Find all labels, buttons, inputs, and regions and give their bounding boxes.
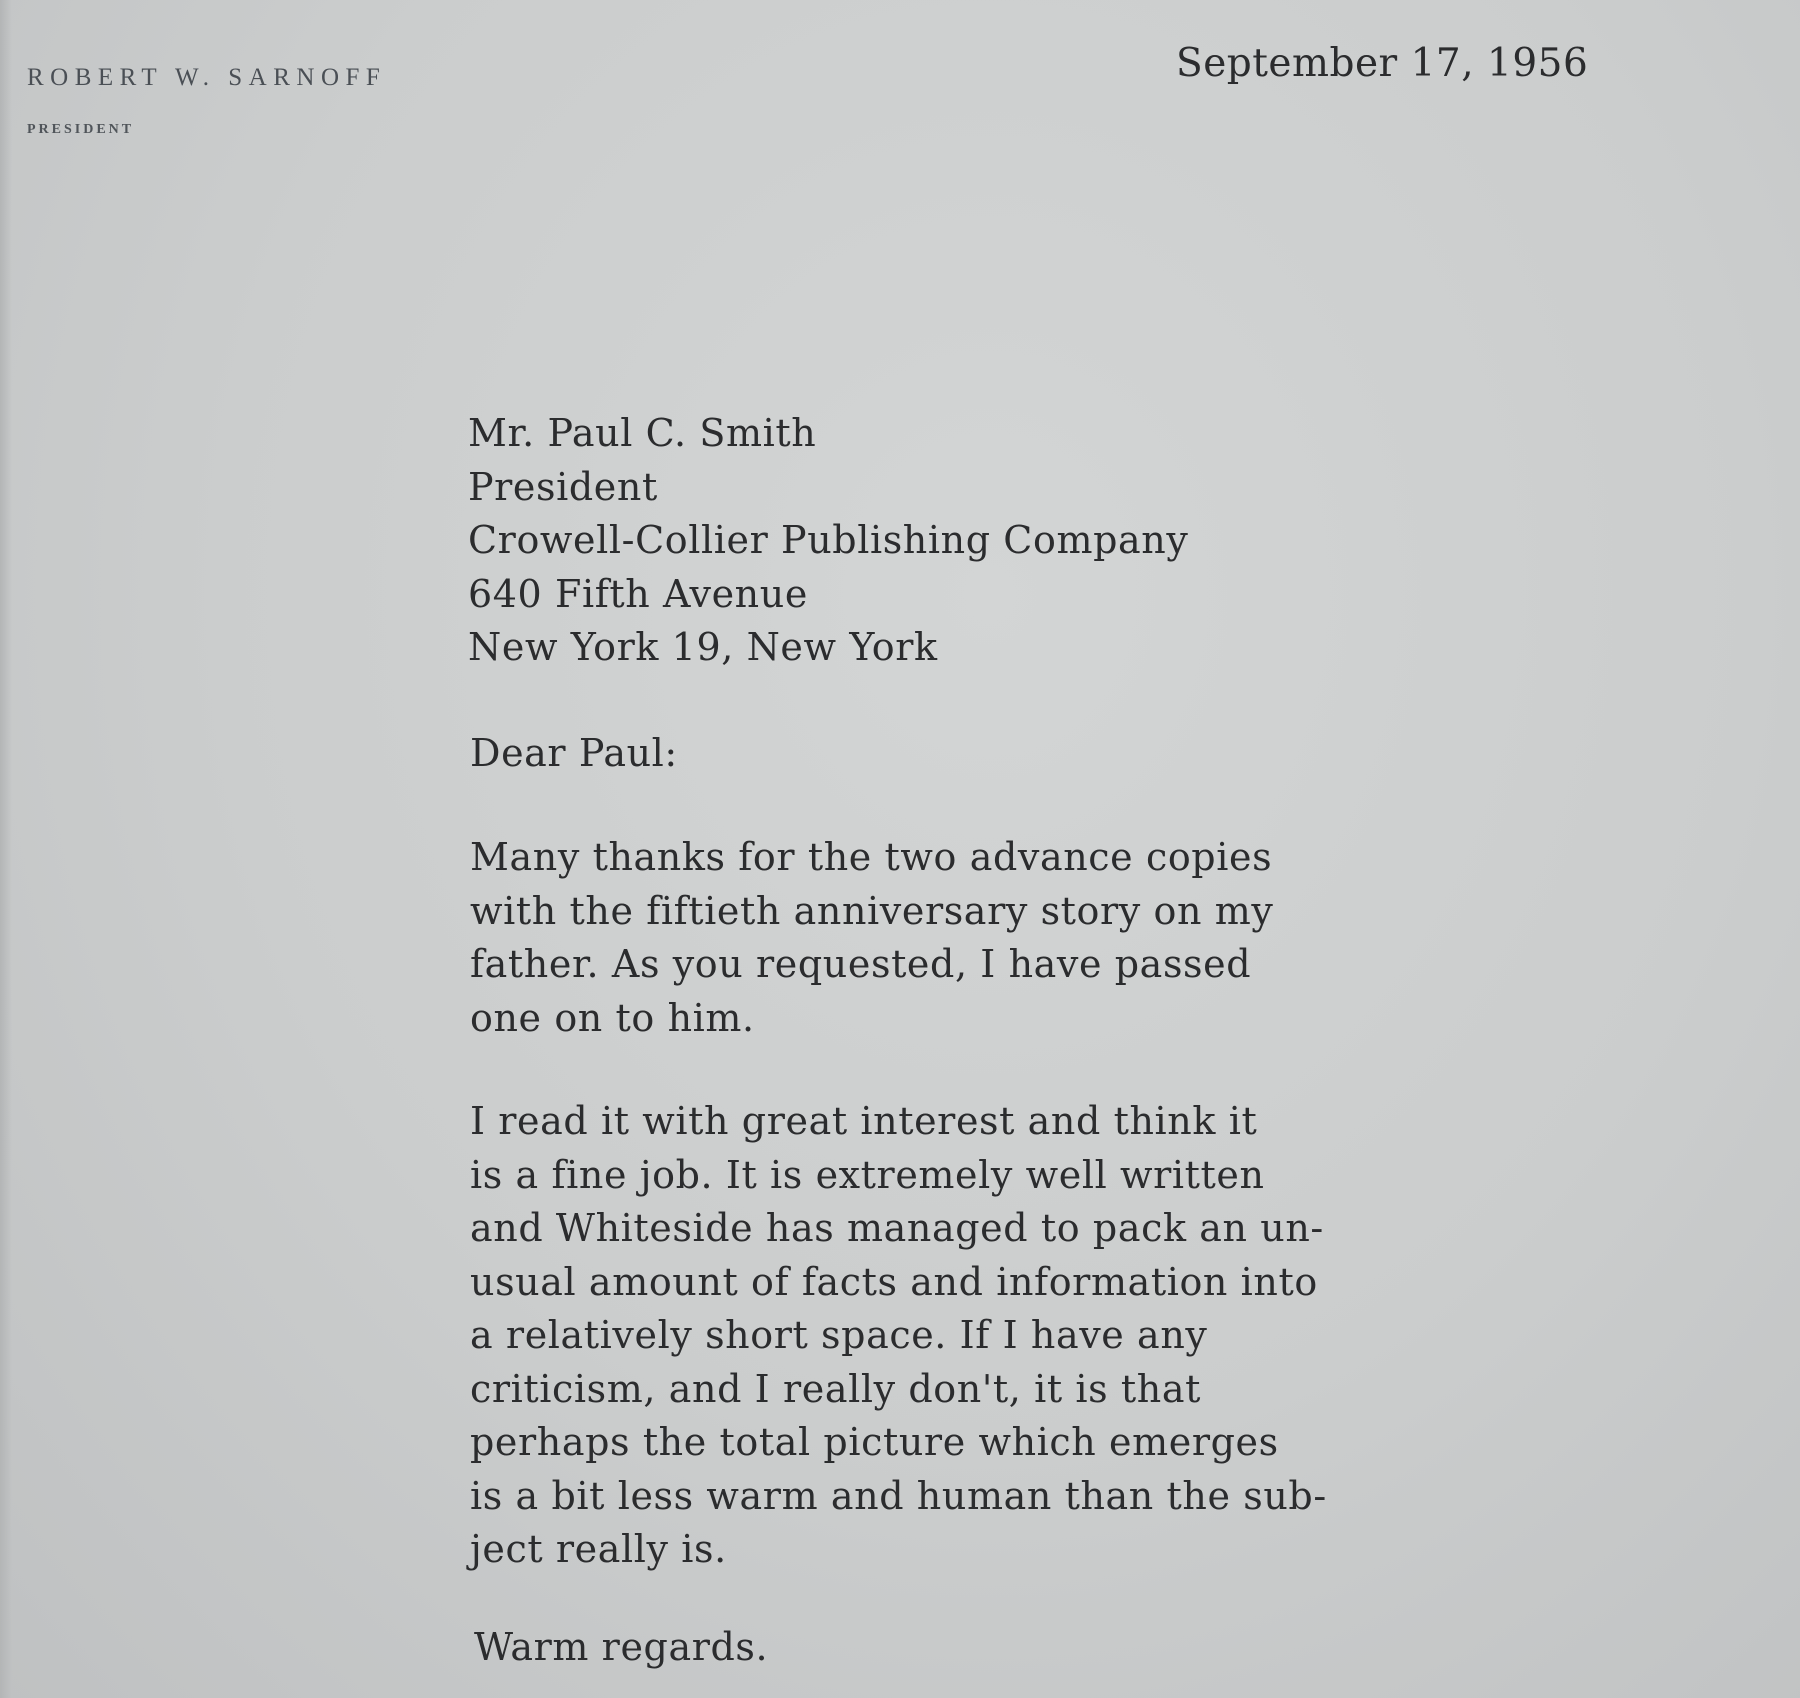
body-line: with the fiftieth anniversary story on my [470,888,1274,933]
recipient-city: New York 19, New York [468,625,938,669]
recipient-title: President [468,464,658,509]
body-line: one on to him. [470,995,755,1040]
body-line: a relatively short space. If I have any [470,1313,1208,1357]
body-line: criticism, and I really don't, it is that [470,1366,1201,1411]
body-line: ject really is. [470,1527,727,1571]
recipient-street: 640 Fifth Avenue [468,571,808,616]
recipient-name: Mr. Paul C. Smith [468,411,817,455]
letterhead-title: PRESIDENT [27,122,135,137]
letter-date: September 17, 1956 [1176,41,1589,86]
body-line: usual amount of facts and information into [470,1259,1318,1304]
recipient-address [468,407,1188,675]
body-paragraph-2 [470,1095,1327,1577]
body-line: is a fine job. It is extremely well written [470,1152,1265,1197]
body-line: Many thanks for the two advance copies [470,835,1273,879]
body-line: I read it with great interest and think it [470,1099,1258,1143]
recipient-company: Crowell-Collier Publishing Company [468,518,1189,562]
salutation: Dear Paul: [470,731,678,775]
letterhead-name: ROBERT W. SARNOFF [27,64,387,91]
page-edge-shadow [0,0,12,1698]
body-line: perhaps the total picture which emerges [470,1420,1279,1464]
closing: Warm regards. [474,1625,769,1669]
body-line: is a bit less warm and human than the sub- [470,1473,1327,1518]
body-paragraph-1 [470,831,1273,1045]
body-line: and Whiteside has managed to pack an un- [470,1206,1324,1250]
body-line: father. As you requested, I have passed [470,942,1252,986]
